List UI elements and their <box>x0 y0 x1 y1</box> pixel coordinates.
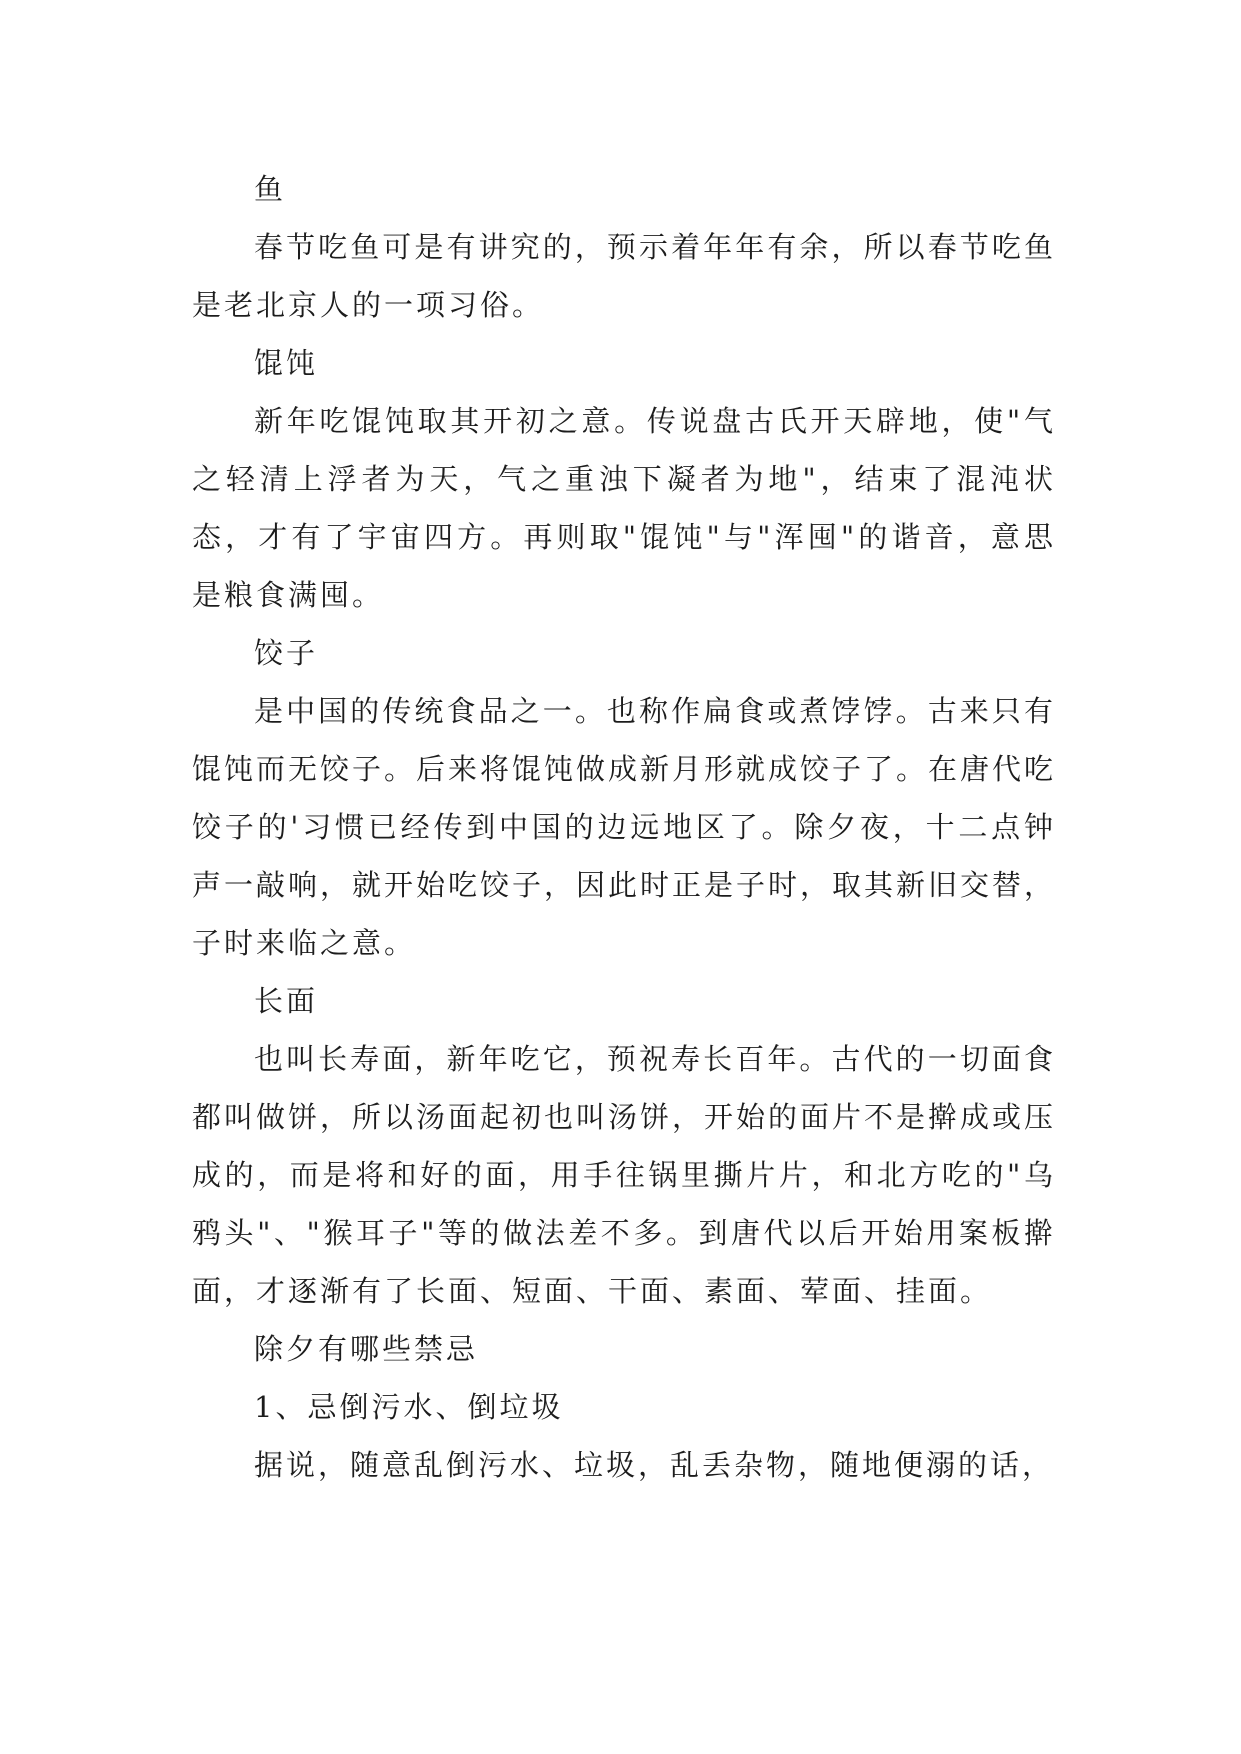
heading-dumplings: 饺子 <box>254 636 319 670</box>
paragraph-taboo-1: 据说，随意乱倒污水、垃圾，乱丢杂物，随地便溺的话， <box>254 1448 1055 1482</box>
paragraph-wonton: 新年吃馄饨取其开初之意。传说盘古氏开天辟地，使"气之轻清上浮者为天，气之重浊下凝者为地"，结束了混沌状态，才有了宇宙四方。再则取"馄饨"与"浑囤"的谐音，意思是粮食满囤。 <box>192 404 1056 612</box>
paragraph-long-noodles: 也叫长寿面，新年吃它，预祝寿长百年。古代的一切面食都叫做饼，所以汤面起初也叫汤饼，开始的面片不是擀成或压成的，而是将和好的面，用手往锅里撕片片，和北方吃的"乌鸦头"、"猴耳子"等的做法差不多。到唐代以后开始用案板擀面，才逐渐有了长面、短面、干面、素面、荤面、挂面。 <box>192 1042 1057 1308</box>
heading-fish: 鱼 <box>254 172 287 206</box>
document-page <box>192 160 1056 1494</box>
paragraph-fish: 春节吃鱼可是有讲究的，预示着年年有余，所以春节吃鱼是老北京人的一项习俗。 <box>192 230 1056 322</box>
paragraph-dumplings: 是中国的传统食品之一。也称作扁食或煮饽饽。古来只有馄饨而无饺子。后来将馄饨做成新月形就成饺子了。在唐代吃饺子的'习惯已经传到中国的边远地区了。除夕夜，十二点钟声一敲响，就开始吃饺子，因此时正是子时，取其新旧交替，子时来临之意。 <box>192 694 1057 960</box>
heading-wonton: 馄饨 <box>254 346 319 380</box>
heading-long-noodles: 长面 <box>254 984 319 1018</box>
heading-new-years-eve-taboos: 除夕有哪些禁忌 <box>254 1332 479 1366</box>
subheading-taboo-1: 1、忌倒污水、倒垃圾 <box>254 1390 564 1424</box>
